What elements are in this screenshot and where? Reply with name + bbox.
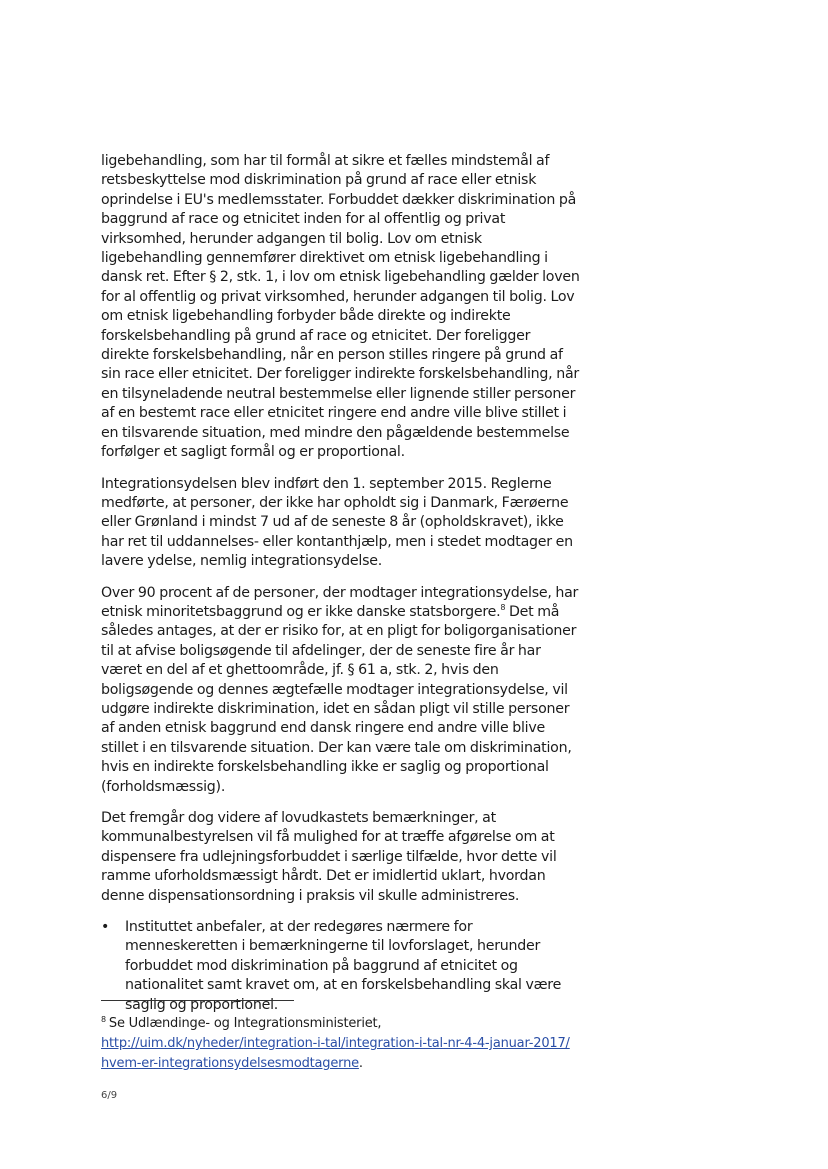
footnote-end: . (358, 1056, 363, 1071)
footnote (101, 1010, 571, 1074)
footnote-mark: 8 (101, 1015, 106, 1024)
bullet-icon: • (101, 919, 110, 936)
footnote-text: Se Udlændinge- og Integrationsministeriet, (108, 1016, 382, 1031)
page-number: 6/9 (101, 1090, 118, 1101)
document-body (101, 152, 581, 1015)
footnote-reference[interactable]: 8 (500, 602, 506, 612)
paragraph-text-continued: Det må således antages, at der er risiko for, at en pligt for boligorganisationer til at afvise boligsøgende til afdelinger, der de seneste fire år har været en del af et ghettoområde, jf. § 61 a, stk. 2, hvis den boligsøgende og dennes ægtefælle modtager integrationsydelse, vil udgøre indirekte diskrimination, idet en sådan pligt vil stille personer af anden etnisk baggrund end dansk ringere end andre ville blive stillet i en tilsvarende situation. Der kan være tale om diskrimination, hvis en indirekte forskelsbehandling ikke er saglig og proportional (forholdsmæssig). (101, 603, 577, 795)
recommendation-text: Instituttet anbefaler, at der redegøres nærmere for menneskeretten i bemærkningerne til lovforslaget, herunder forbuddet mod diskrimination på baggrund af etnicitet og nationalitet samt kravet om, at en forskelsbehandling skal være saglig og proportionel. (125, 919, 562, 1013)
paragraph-minority-statistics (101, 584, 581, 797)
paragraph-dispensation: Det fremgår dog videre af lovudkastets bemærkninger, at kommunalbestyrelsen vil få mulighed for at træffe afgørelse om at dispensere fra udlejningsforbuddet i særlige tilfælde, hvor dette vil ramme uforholdsmæssigt hårdt. Det er imidlertid uklart, hvordan denne dispensationsordning i praksis vil skulle administreres. (101, 810, 557, 904)
paragraph-ligebehandling: ligebehandling, som har til formål at sikre et fælles mindstemål af retsbeskyttelse mod diskrimination på grund af race eller etnisk oprindelse i EU's medlemsstater. Forbuddet dækker diskrimination på baggrund af race og etnicitet inden for al offentlig og privat virksomhed, herunder adgangen til bolig. Lov om etnisk ligebehandling gennemfører direktivet om etnisk ligebehandling i dansk ret. Efter § 2, stk. 1, i lov om etnisk ligebehandling gælder loven for al offentlig og privat virksomhed, herunder adgangen til bolig. Lov om etnisk ligebehandling forbyder både direkte og indirekte forskelsbehandling på grund af race og etnicitet. Der foreligger direkte forskelsbehandling, når en person stilles ringere på grund af sin race eller etnicitet. Der foreligger indirekte forskelsbehandling, når en tilsyneladende neutral bestemmelse eller lignende stiller personer af en bestemt race eller etnicitet ringere end andre ville blive stillet i en tilsvarende situation, med mindre den pågældende bestemmelse forfølger et sagligt formål og er proportional. (101, 153, 580, 461)
footnote-link[interactable]: http://uim.dk/nyheder/integration-i-tal/integration-i-tal-nr-4-4-januar-2017/hvem-er-integrationsydelsesmodtagerne (101, 1036, 570, 1071)
paragraph-text: Over 90 procent af de personer, der modtager integrationsydelse, har etnisk minoritetsbaggrund og er ikke danske statsborgere. (101, 584, 579, 620)
paragraph-integrationsydelse: Integrationsydelsen blev indført den 1. september 2015. Reglerne medførte, at personer, der ikke har opholdt sig i Danmark, Færøerne eller Grønland i mindst 7 ud af de seneste 8 år (opholdskravet), ikke har ret til uddannelses- eller kontanthjælp, men i stedet modtager en lavere ydelse, nemlig integrationsydelse. (101, 475, 573, 570)
footnote-divider (101, 1000, 294, 1001)
